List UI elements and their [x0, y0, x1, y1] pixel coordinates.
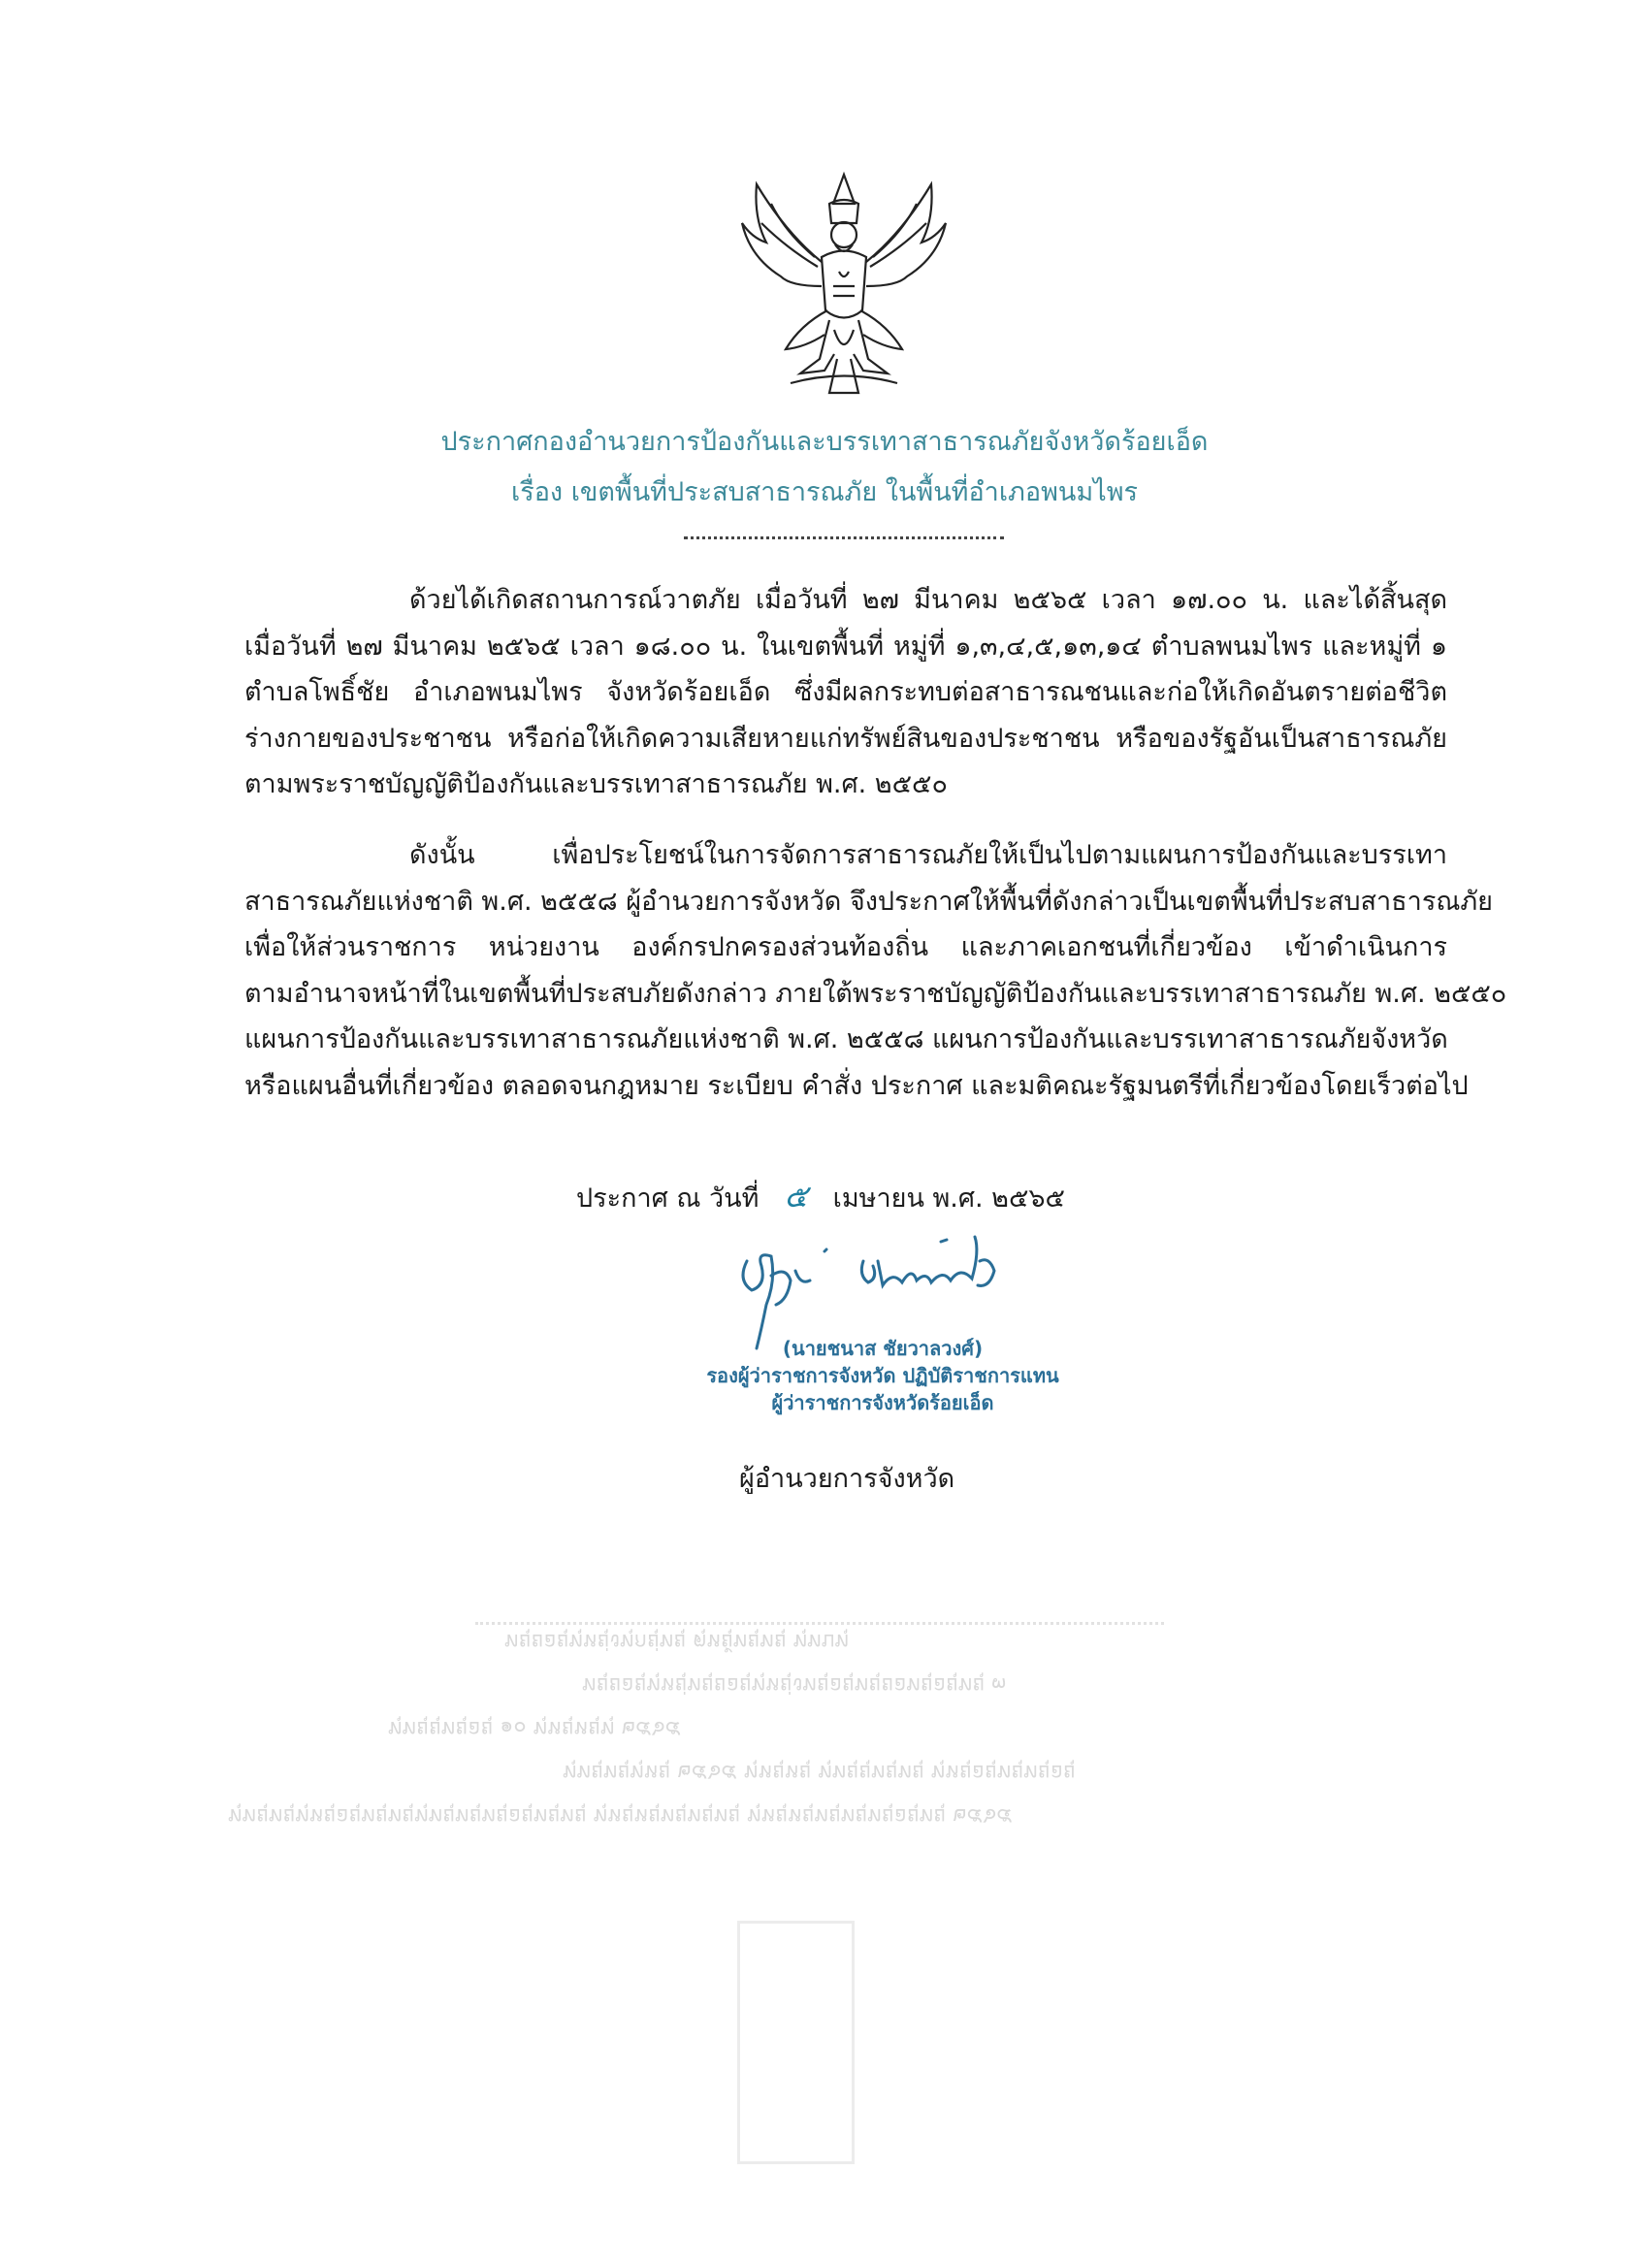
bleed-through-text: ทุทยุทยุทุหยุอยุทยุทยุทุทยุทยุทยุอยุทยุทยุ ทุหยุหยุทยุทยุทยุ ทุหยุหยุทยุทยุทยุอยุทยุ ๒๕๖๕	[228, 1803, 1013, 1828]
announcement-subject: เรื่อง เขตพื้นที่ประสบสาธารณภัย ในพื้นที่อำเภอพนมไพร	[510, 477, 1139, 507]
paragraph-1-line: เมื่อวันที่ ๒๗ มีนาคม ๒๕๖๕ เวลา ๑๘.๐๐ น. ในเขตพื้นที่ หมู่ที่ ๑,๓,๔,๕,๑๓,๑๔ ตำบลพนมไพร และหมู่ที่ ๑	[244, 631, 1447, 662]
dotted-divider	[684, 536, 1004, 539]
paragraph-1	[244, 577, 1447, 808]
bleed-through-text: ทยุยอยุทุหยุ่ทยุยอยุทุหยุ่งทยุอยุทยุยอทยุอยุทยุ ๓	[582, 1672, 1007, 1697]
paragraph-1-line: ตำบลโพธิ์ชัย อำเภอพนมไพร จังหวัดร้อยเอ็ด ซึ่งมีผลกระทบต่อสาธารณชนและก่อให้เกิดอันตรายต่อชีวิต	[244, 677, 1447, 707]
dateline-prefix: ประกาศ ณ วันที่	[576, 1183, 760, 1214]
paragraph-1-line: ร่างกายของประชาชน หรือก่อให้เกิดความเสียหายแก่ทรัพย์สินของประชาชน หรือของรัฐอันเป็นสาธารณภัย	[244, 723, 1447, 754]
signer-role: ผู้อำนวยการจังหวัด	[739, 1464, 955, 1494]
signer-name: (นายชนาส ชัยวาลวงศ์)	[782, 1337, 984, 1360]
paragraph-2-line: แผนการป้องกันและบรรเทาสาธารณภัยแห่งชาติ พ.ศ. ๒๕๕๘ แผนการป้องกันและบรรเทาสาธารณภัยจังหวัด	[244, 1024, 1448, 1054]
signer-position-2: ผู้ว่าราชการจังหวัดร้อยเอ็ด	[771, 1391, 994, 1414]
paragraph-2	[244, 832, 1507, 1109]
bleed-through-text: ทยุยอยุทุหยุ่งทุกยุ่ทยุ ตุหยุ้ทยุทยุ ทุทบทุ	[504, 1629, 850, 1653]
paragraph-2-line: ตามอำนาจหน้าที่ในเขตพื้นที่ประสบภัยดังกล่าว ภายใต้พระราชบัญญัติป้องกันและบรรเทาสาธารณภัย พ.ศ. ๒๕๕๐	[244, 978, 1507, 1009]
dateline	[576, 1172, 1065, 1221]
bleed-through-text: ทุทยุยุทยุอยุ ๑๐ ทุหยุหยุทุ ๒๕๖๕	[388, 1716, 682, 1740]
paragraph-2-line: เพื่อให้ส่วนราชการ หน่วยงาน องค์กรปกครองส่วนท้องถิ่น และภาคเอกชนที่เกี่ยวข้อง เข้าดำเนินการ	[244, 932, 1447, 962]
paragraph-2-line: ดังนั้น เพื่อประโยชน์ในการจัดการสาธารณภัยให้เป็นไปตามแผนการป้องกันและบรรเทา	[409, 840, 1447, 870]
dateline-day: ๕	[784, 1178, 808, 1215]
paragraph-1-line: ด้วยได้เกิดสถานการณ์วาตภัย เมื่อวันที่ ๒๗ มีนาคม ๒๕๖๕ เวลา ๑๗.๐๐ น. และได้สิ้นสุด	[409, 585, 1447, 615]
bleed-through-text: ทุทยุทยุทุหยุ ๒๕๖๕ ทุหยุหยุ ทุทยุยุทยุทยุ ทุหยุอยุทยุทยุอยุ	[563, 1760, 1076, 1784]
paragraph-2-line: หรือแผนอื่นที่เกี่ยวข้อง ตลอดจนกฎหมาย ระเบียบ คำสั่ง ประกาศ และมติคณะรัฐมนตรีที่เกี่ยวข้องโดยเร็วต่อไป	[244, 1070, 1469, 1101]
paragraph-1-line: ตามพระราชบัญญัติป้องกันและบรรเทาสาธารณภัย พ.ศ. ๒๕๕๐	[244, 769, 948, 799]
garuda-emblem-icon	[732, 165, 955, 403]
signer-position: รองผู้ว่าราชการจังหวัด ปฏิบัติราชการแทน	[706, 1364, 1059, 1387]
announcement-title: ประกาศกองอำนวยการป้องกันและบรรเทาสาธารณภัยจังหวัดร้อยเอ็ด	[440, 427, 1209, 457]
bleed-through-seal	[737, 1921, 855, 2164]
paragraph-2-line: สาธารณภัยแห่งชาติ พ.ศ. ๒๕๕๘ ผู้อำนวยการจังหวัด จึงประกาศให้พื้นที่ดังกล่าวเป็นเขตพื้นที่ประสบสาธารณภัย	[244, 886, 1493, 917]
dateline-month-year: เมษายน พ.ศ. ๒๕๖๕	[832, 1183, 1065, 1214]
